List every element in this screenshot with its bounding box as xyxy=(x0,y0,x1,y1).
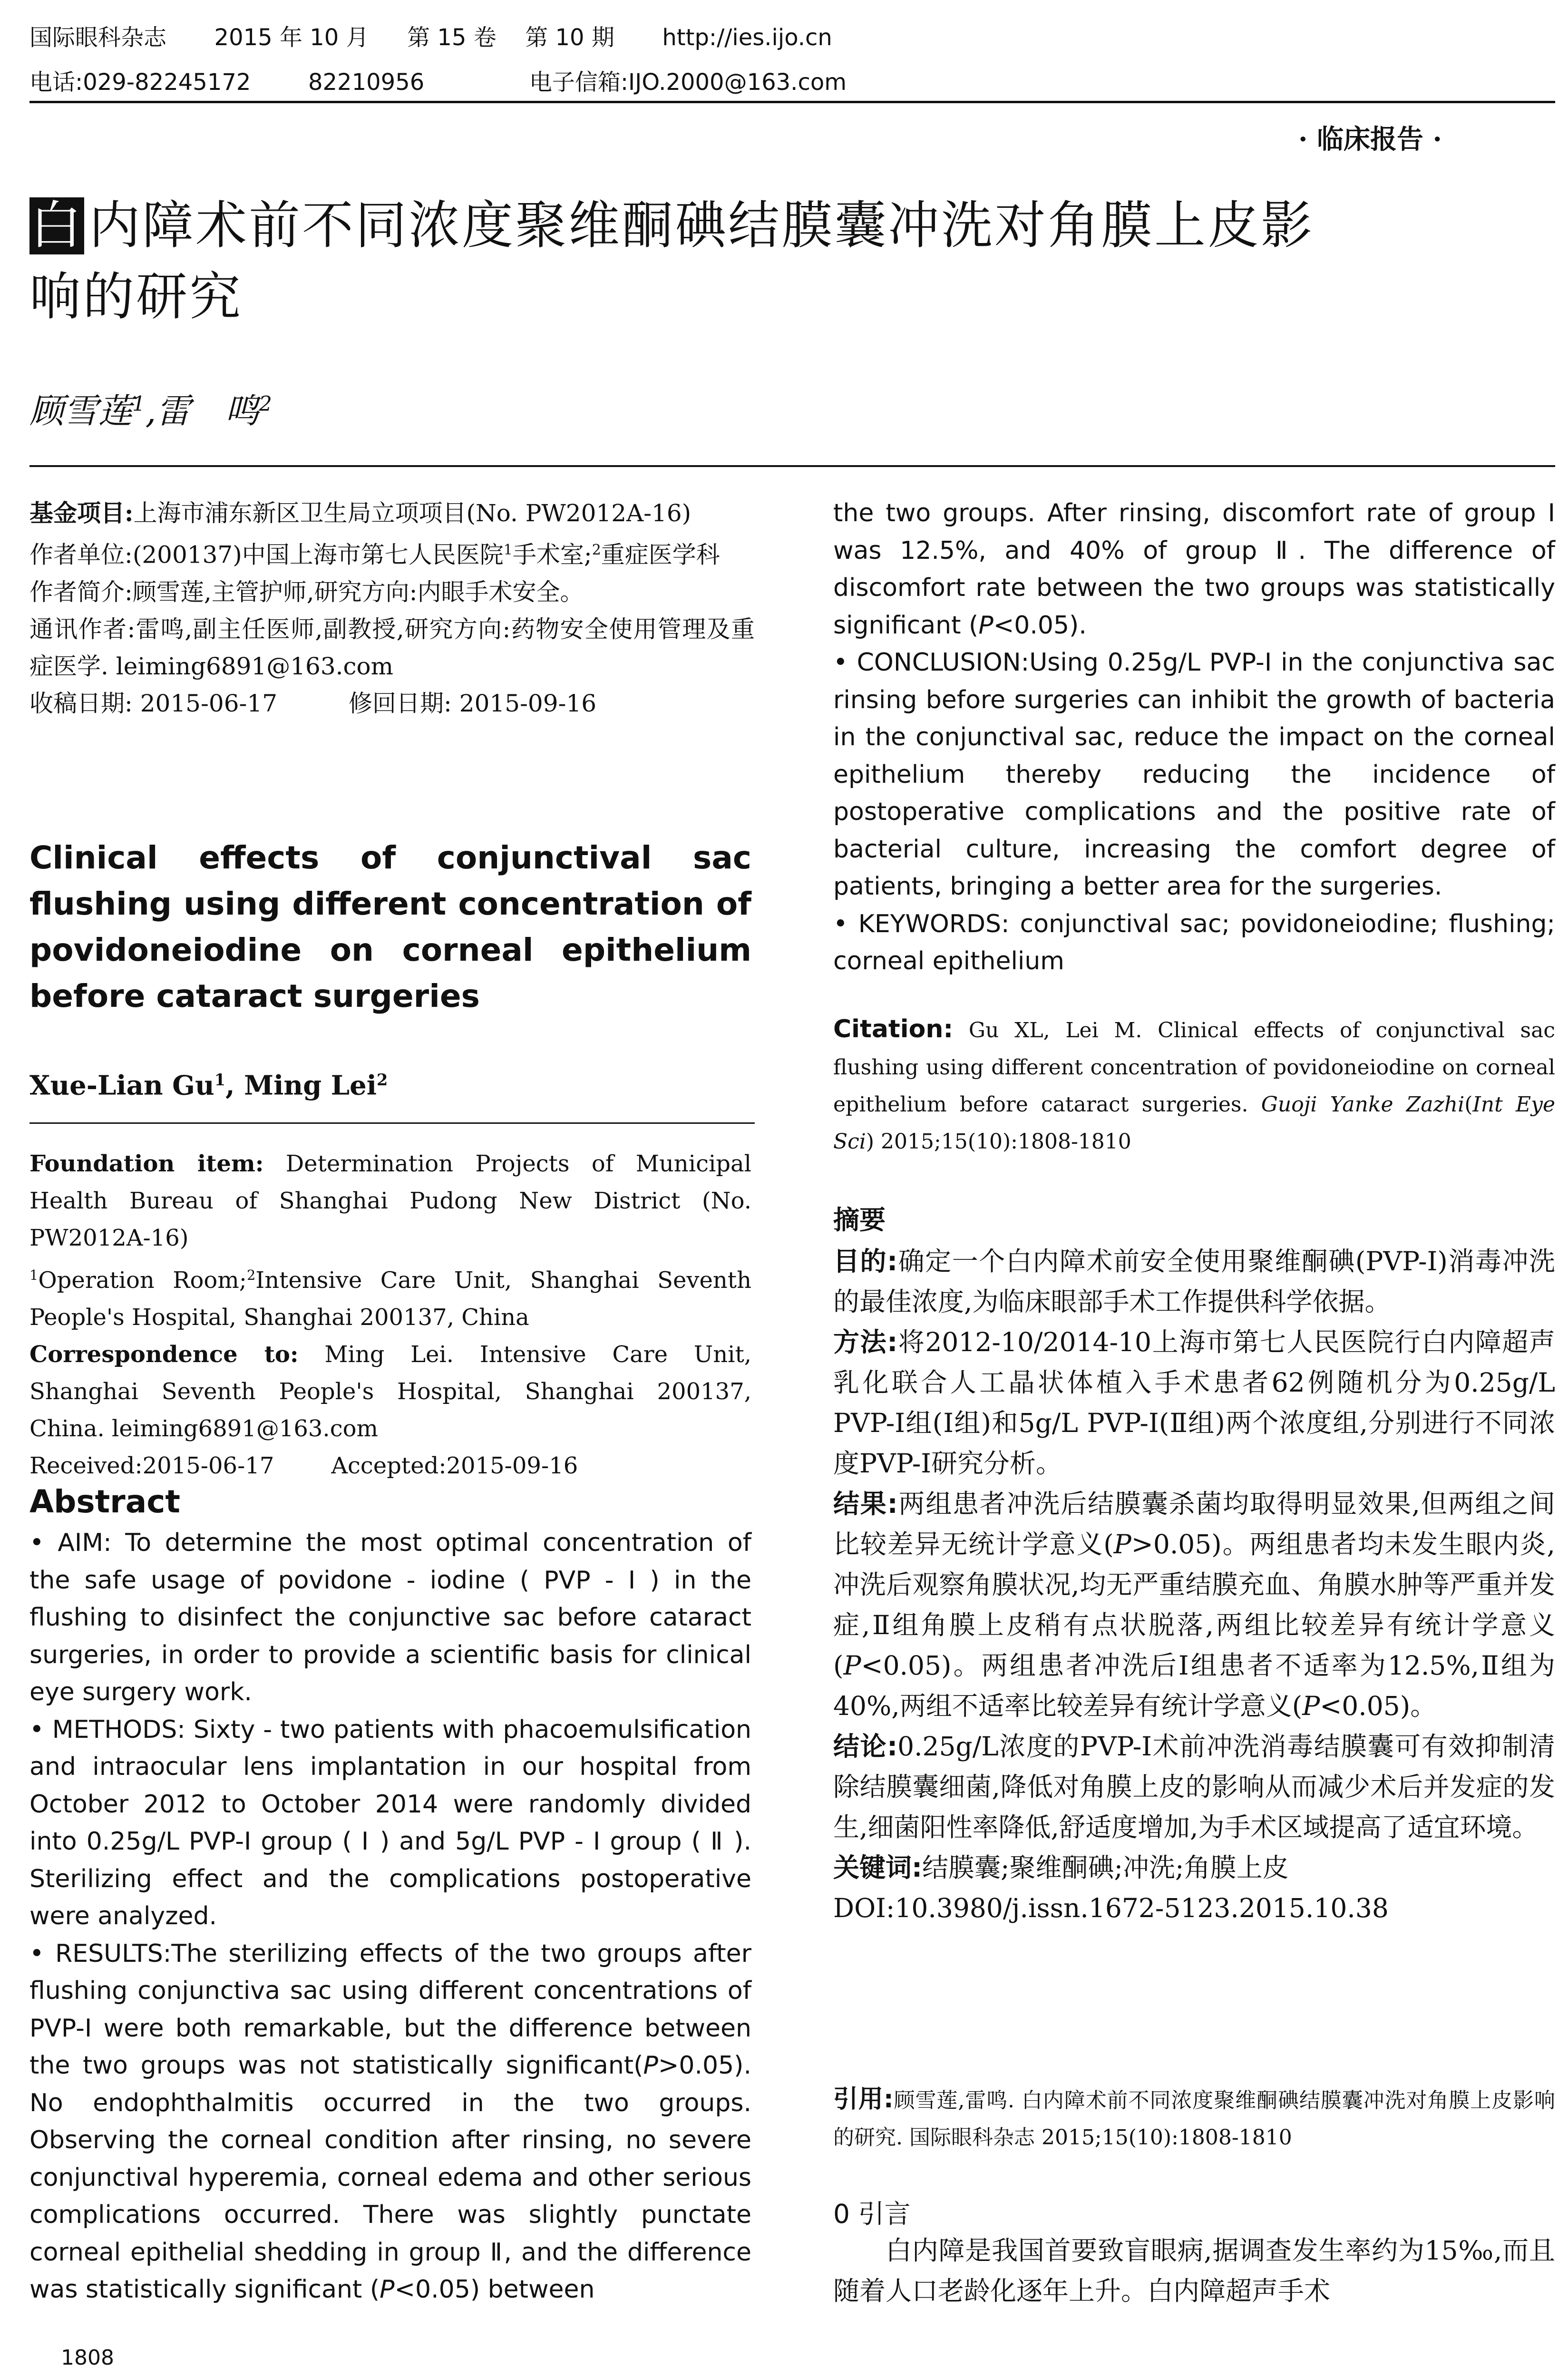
foundation-en: Foundation item: Determination Projects of Municipal Health Bureau of Shanghai Pudong New District (No. PW2012A-16) $^1$Operation Room;$^2$Intensive Care Unit, Shanghai Seventh People's Hospital, Shanghai 200137, China Correspondence to: Ming Lei. Intensive Care Unit, Shanghai Seventh People's Hospital, Shanghai 200137, China. leiming6891@163.com Received:2015-06-17 Accepted:2015-09-16 xyxy=(29,1150,752,1479)
abstract-keywords: • KEYWORDS: conjunctival sac; povidoneiodine; flushing; corneal epithelium xyxy=(833,909,1555,975)
corr-line: 通讯作者:雷鸣,副主任医师,副教授,研究方向:药物安全使用管理及重症医学. leiming6891@163.com xyxy=(29,615,755,680)
doi: DOI:10.3980/j.issn.1672-5123.2015.10.38 xyxy=(833,1893,1389,1923)
abstract-left xyxy=(29,1524,751,2309)
intro-heading: 0 引言 xyxy=(833,2199,911,2229)
issue: 第 10 期 xyxy=(525,24,614,51)
dates-line: 收稿日期: 2015-06-17 修回日期: 2015-09-16 xyxy=(29,689,597,717)
email: IJO.2000@163.com xyxy=(628,69,847,96)
abstract-conclusion: • CONCLUSION:Using 0.25g/L PVP-I in the conjunctiva sac rinsing before surgeries can inhibit the growth of bacteria in the conjunctival sac, reduce the impact on the corneal epithelium thereby reducing the incidence of postoperative complications and the positive rate of bacterial culture, increasing the comfort degree of patients, bringing a better area for the surgeries. xyxy=(833,648,1555,901)
contact-line: 电话:029-82245172 82210956 电子信箱:IJO.2000@163.com xyxy=(29,69,847,96)
journal-url: http://ies.ijo.cn xyxy=(662,24,832,51)
fund-line: 基金项目:上海市浦东新区卫生局立项项目(No. PW2012A-16) xyxy=(29,499,691,527)
journal-name: 国际眼科杂志 xyxy=(29,24,167,51)
issue-date: 2015 年 10 月 xyxy=(214,24,369,51)
bio-line: 作者简介:顾雪莲,主管护师,研究方向:内眼手术安全。 xyxy=(29,578,584,606)
header-rule xyxy=(29,101,1555,103)
volume: 第 15 卷 xyxy=(407,24,497,51)
abstract-results: • RESULTS:The sterilizing effects of the two groups after flushing conjunctiva sac using different concentrations of PVP-I were both remarkable, but the difference between the two groups was not statistically significant(P>0.05). No endophthalmitis occurred in the two groups. Observing the corneal condition after rinsing, no severe conjunctival hyperemia, corneal edema and other serious complications occurred. There was slightly punctate corneal epithelial shedding in group Ⅱ, and the difference was statistically significant (P<0.05) between xyxy=(29,1939,751,2304)
unit-line: 作者单位:(200137)中国上海市第七人民医院$^1$手术室;$^2$重症医学科 xyxy=(29,541,720,569)
abstract-cn-heading: 摘要 xyxy=(833,1205,886,1235)
authors-en: Xue-Lian Gu$^1$, Ming Lei$^2$ xyxy=(29,1070,388,1101)
authors-rule xyxy=(29,465,1555,467)
running-header xyxy=(29,23,832,52)
abstract-aim: • AIM: To determine the most optimal concentration of the safe usage of povidone - iodine ( PVP - I ) in the flushing to disinfect the conjunctive sac before cataract surgeries, in order to provide a scientific basis for clinical eye surgery work. xyxy=(29,1529,751,1706)
title-cn: 白 内障术前不同浓度聚维酮碘结膜囊冲洗对角膜上皮影 响的研究 xyxy=(29,196,1315,327)
author-1-cn: 顾雪莲 xyxy=(29,391,133,431)
intro-text: 白内障是我国首要致盲眼病,据调查发生率约为15‰,而且随着人口老龄化逐年上升。白内障超声手术 xyxy=(833,2235,1555,2306)
abstract-cn-results: 结果:两组患者冲洗后结膜囊杀菌均取得明显效果,但两组之间比较差异无统计学意义(P>0.05)。两组患者均未发生眼内炎,冲洗后观察角膜状况,均无严重结膜充血、角膜水肿等严重并发症,Ⅱ组角膜上皮稍有点状脱落,两组比较差异有统计学意义(P<0.05)。两组患者冲洗后Ⅰ组患者不适率为12.5%,Ⅱ组为40%,两组不适率比较差异有统计学意义(P<0.05)。 xyxy=(833,1489,1555,1721)
citation-cn: 引用:顾雪莲,雷鸣. 白内障术前不同浓度聚维酮碘结膜囊冲洗对角膜上皮影响的研究. 国际眼科杂志 2015;15(10):1808-1810 xyxy=(833,2085,1555,2150)
abstract-cn-aim: 目的:确定一个白内障术前安全使用聚维酮碘(PVP-I)消毒冲洗的最佳浓度,为临床眼部手术工作提供科学依据。 xyxy=(833,1246,1556,1317)
citation-en: Citation: Gu XL, Lei M. Clinical effects of conjunctival sac flushing using different concentration of povidoneiodine on corneal epithelium before cataract surgeries. Guoji Yanke Zazhi(Int Eye Sci) 2015;15(10):1808-1810 xyxy=(833,1015,1555,1154)
abstract-methods: • METHODS: Sixty - two patients with phacoemulsification and intraocular lens implantation in our hospital from October 2012 to October 2014 were randomly divided into 0.25g/L PVP-I group ( Ⅰ ) and 5g/L PVP - I group ( Ⅱ ). Sterilizing effect and the complications postoperative were analyzed. xyxy=(29,1715,751,1930)
title-first-char: 白 xyxy=(30,196,84,255)
author-2-cn: 雷 鸣 xyxy=(156,391,259,431)
page-number: 1808 xyxy=(61,2346,114,2370)
abstract-cn xyxy=(833,1241,1555,1929)
title-en: Clinical effects of conjunctival sac flushing using different concentration of povidoneiodine on corneal epithelium before cataract surgeries xyxy=(29,839,751,1014)
abstract-right xyxy=(833,495,1555,980)
phone2: 82210956 xyxy=(308,69,425,96)
info-cn xyxy=(29,495,755,722)
phone: 029-82245172 xyxy=(83,69,251,96)
section-label: · 临床报告 · xyxy=(1298,124,1442,155)
abstract-cn-keywords: 关键词:结膜囊;聚维酮碘;冲洗;角膜上皮 xyxy=(833,1852,1289,1883)
abstract-heading: Abstract xyxy=(29,1483,180,1520)
abstract-cn-methods: 方法:将2012-10/2014-10上海市第七人民医院行白内障超声乳化联合人工晶状体植入手术患者62例随机分为0.25g/L PVP-I组(Ⅰ组)和5g/L PVP-I(Ⅱ组)两个浓度组,分别进行不同浓度PVP-I研究分析。 xyxy=(833,1327,1555,1479)
authors-en-rule xyxy=(29,1122,755,1124)
abstract-cn-conclusion: 结论:0.25g/L浓度的PVP-I术前冲洗消毒结膜囊可有效抑制清除结膜囊细菌,降低对角膜上皮的影响从而减少术后并发症的发生,细菌阳性率降低,舒适度增加,为手术区域提高了适宜环境。 xyxy=(833,1731,1556,1842)
abstract-results-cont: the two groups. After rinsing, discomfort rate of group Ⅰ was 12.5%, and 40% of group Ⅱ. The difference of discomfort rate between the two groups was statistically significant (P<0.05). xyxy=(833,499,1555,640)
authors-cn: 顾雪莲$^1$,雷 鸣$^2$ xyxy=(29,391,272,431)
